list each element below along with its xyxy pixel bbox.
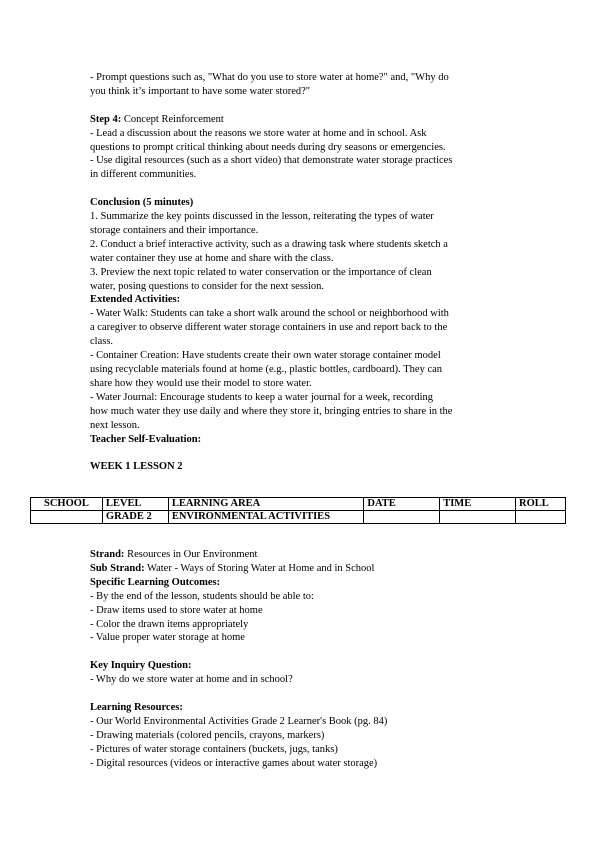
sub-strand-value: Water - Ways of Storing Water at Home and in School [144, 562, 375, 574]
text-line: class. [90, 336, 114, 348]
text-line: - Color the drawn items appropriately [90, 618, 249, 630]
text-line: - By the end of the lesson, students should be able to: [90, 590, 314, 602]
text-line: water container they use at home and share with the class. [90, 252, 334, 264]
header-school: SCHOOL [31, 498, 103, 511]
cell-school [31, 511, 103, 524]
lesson-info-table [30, 497, 566, 524]
cell-level: GRADE 2 [102, 511, 168, 524]
week-lesson-heading: WEEK 1 LESSON 2 [90, 461, 183, 473]
text-line: - Drawing materials (colored pencils, crayons, markers) [90, 729, 325, 741]
outcomes-heading: Specific Learning Outcomes: [90, 576, 221, 588]
text-line: - Our World Environmental Activities Grade 2 Learner's Book (pg. 84) [90, 715, 388, 727]
text-line: - Lead a discussion about the reasons we store water at home and in school. Ask [90, 127, 427, 139]
text-line: 2. Conduct a brief interactive activity, such as a drawing task where students sketch a [90, 238, 448, 250]
text-line: you think it’s important to have some water stored?" [90, 85, 311, 97]
lesson-info-table-wrap [30, 497, 566, 524]
text-line: - Water Journal: Encourage students to keep a water journal for a week, recording [90, 391, 433, 403]
text-line: how much water they use daily and where they store it, bringing entries to share in the [90, 405, 453, 417]
resources-heading: Learning Resources: [90, 701, 183, 713]
text-line: - Why do we store water at home and in school? [90, 674, 293, 686]
lesson-body-top [90, 71, 510, 474]
header-roll: ROLL [516, 498, 566, 511]
step4-label: Step 4: [90, 113, 122, 125]
cell-learning-area: ENVIRONMENTAL ACTIVITIES [168, 511, 364, 524]
text-line: - Use digital resources (such as a short video) that demonstrate water storage practices [90, 155, 453, 167]
text-line: in different communities. [90, 169, 197, 181]
header-time: TIME [440, 498, 516, 511]
strand-line [90, 548, 510, 562]
text-line: - Digital resources (videos or interactive games about water storage) [90, 757, 378, 769]
header-date: DATE [364, 498, 440, 511]
table-row [31, 511, 566, 524]
inquiry-heading: Key Inquiry Question: [90, 660, 192, 672]
self-evaluation-heading: Teacher Self-Evaluation: [90, 433, 202, 445]
sub-strand-line [90, 562, 510, 576]
cell-time [440, 511, 516, 524]
strand-label: Strand: [90, 549, 125, 560]
text-line: - Prompt questions such as, "What do you use to store water at home?" and, "Why do [90, 72, 449, 83]
text-line: - Pictures of water storage containers (buckets, jugs, tanks) [90, 743, 338, 755]
text-line: 3. Preview the next topic related to water conservation or the importance of clean [90, 266, 432, 278]
lesson-body-bottom [90, 548, 510, 770]
conclusion-heading: Conclusion (5 minutes) [90, 197, 194, 209]
cell-roll [516, 511, 566, 524]
header-learning-area: LEARNING AREA [168, 498, 364, 511]
text-line: a caregiver to observe different water storage containers in use and report back to the [90, 322, 448, 334]
text-line: 1. Summarize the key points discussed in the lesson, reiterating the types of water [90, 211, 434, 223]
sub-strand-label: Sub Strand: [90, 562, 145, 574]
cell-date [364, 511, 440, 524]
text-line: - Value proper water storage at home [90, 632, 245, 644]
text-line: - Draw items used to store water at home [90, 604, 263, 616]
text-line: storage containers and their importance. [90, 224, 259, 236]
text-line: using recyclable materials found at home (e.g., plastic bottles, cardboard). They can [90, 364, 443, 375]
table-header-row [31, 498, 566, 511]
text-line: - Container Creation: Have students create their own water storage container model [90, 350, 441, 362]
header-level: LEVEL [102, 498, 168, 511]
step4-heading [90, 113, 510, 127]
extended-heading: Extended Activities: [90, 294, 181, 306]
text-line: questions to prompt critical thinking about needs during dry seasons or emergencies. [90, 141, 446, 153]
text-line: water, posing questions to consider for the next session. [90, 280, 325, 292]
text-line: share how they would use their model to store water. [90, 377, 312, 389]
step4-title: Concept Reinforcement [121, 113, 224, 125]
text-line: - Water Walk: Students can take a short walk around the school or neighborhood with [90, 308, 449, 320]
text-line: next lesson. [90, 419, 140, 431]
strand-value: Resources in Our Environment [124, 549, 258, 560]
